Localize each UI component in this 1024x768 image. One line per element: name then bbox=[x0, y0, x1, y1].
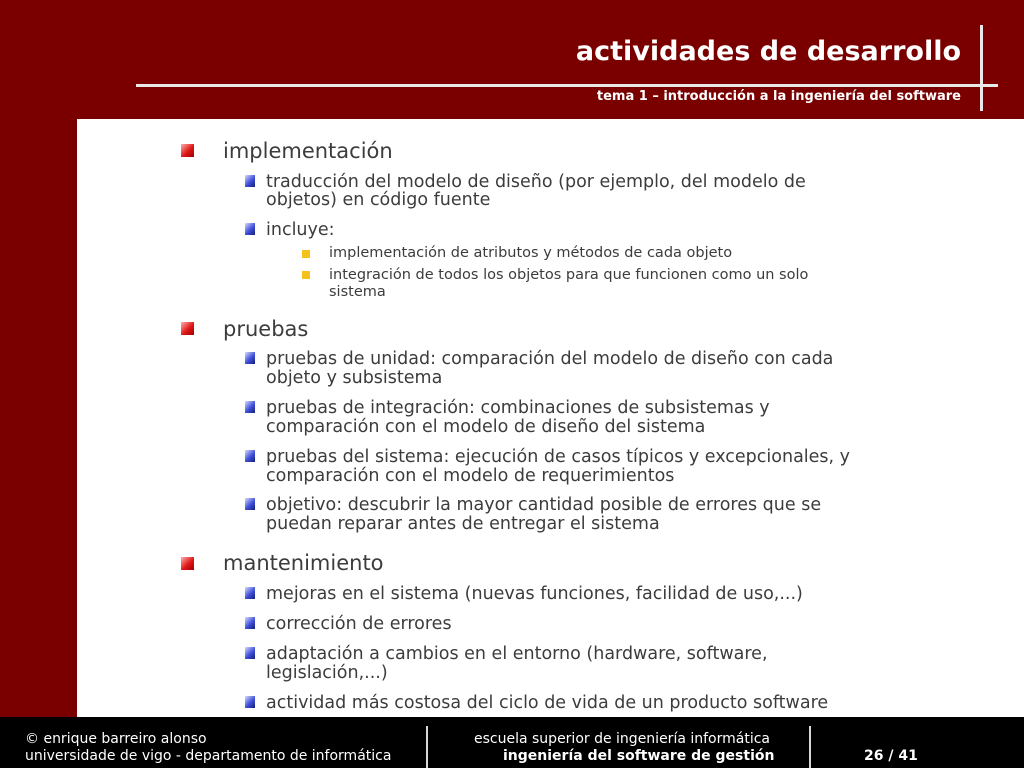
bullet-text: comparación con el modelo de requerimientos bbox=[266, 466, 675, 486]
blue-square-bullet-icon bbox=[245, 498, 255, 510]
section-heading-implementacion: implementación bbox=[223, 139, 393, 163]
blue-square-bullet-icon bbox=[245, 617, 255, 629]
bullet-text: mejoras en el sistema (nuevas funciones, facilidad de uso,...) bbox=[266, 584, 803, 604]
blue-square-bullet-icon bbox=[245, 223, 255, 235]
footer-separator bbox=[426, 726, 428, 768]
bullet-text: puedan reparar antes de entregar el sistema bbox=[266, 514, 660, 534]
page-number: 26 / 41 bbox=[864, 748, 918, 764]
footer-school: escuela superior de ingeniería informática bbox=[474, 731, 770, 747]
footer-department: universidade de vigo - departamento de informática bbox=[25, 748, 392, 764]
red-square-bullet-icon bbox=[181, 322, 194, 335]
title-underline bbox=[136, 84, 998, 87]
footer-course: ingeniería del software de gestión bbox=[503, 748, 775, 764]
red-square-bullet-icon bbox=[181, 557, 194, 570]
blue-square-bullet-icon bbox=[245, 175, 255, 187]
blue-square-bullet-icon bbox=[245, 450, 255, 462]
bullet-text: pruebas de unidad: comparación del modelo de diseño con cada bbox=[266, 349, 834, 369]
blue-square-bullet-icon bbox=[245, 401, 255, 413]
bullet-text: actividad más costosa del ciclo de vida de un producto software bbox=[266, 693, 829, 713]
blue-square-bullet-icon bbox=[245, 352, 255, 364]
bullet-text: incluye: bbox=[266, 220, 335, 240]
yellow-square-bullet-icon bbox=[302, 250, 310, 258]
footer-author: © enrique barreiro alonso bbox=[25, 731, 207, 747]
bullet-text: legislación,...) bbox=[266, 663, 388, 683]
bullet-text: corrección de errores bbox=[266, 614, 452, 634]
bullet-text: comparación con el modelo de diseño del sistema bbox=[266, 417, 706, 437]
bullet-text: adaptación a cambios en el entorno (hardware, software, bbox=[266, 644, 768, 664]
blue-square-bullet-icon bbox=[245, 587, 255, 599]
bullet-text: objetos) en código fuente bbox=[266, 190, 491, 210]
red-square-bullet-icon bbox=[181, 144, 194, 157]
sub-bullet-text: implementación de atributos y métodos de cada objeto bbox=[329, 245, 733, 261]
bullet-text: pruebas de integración: combinaciones de subsistemas y bbox=[266, 398, 770, 418]
section-heading-pruebas: pruebas bbox=[223, 317, 309, 341]
yellow-square-bullet-icon bbox=[302, 271, 310, 279]
slide-subtitle: tema 1 – introducción a la ingeniería del software bbox=[596, 89, 961, 104]
sub-bullet-text: integración de todos los objetos para que funcionen como un solo bbox=[329, 267, 809, 283]
blue-square-bullet-icon bbox=[245, 696, 255, 708]
slide-title: actividades de desarrollo bbox=[575, 36, 961, 67]
title-vertical-rule bbox=[980, 25, 983, 111]
sub-bullet-text: sistema bbox=[329, 284, 386, 300]
section-heading-mantenimiento: mantenimiento bbox=[223, 551, 384, 575]
bullet-text: objeto y subsistema bbox=[266, 368, 443, 388]
blue-square-bullet-icon bbox=[245, 647, 255, 659]
bullet-text: objetivo: descubrir la mayor cantidad posible de errores que se bbox=[266, 495, 822, 515]
bullet-text: traducción del modelo de diseño (por ejemplo, del modelo de bbox=[266, 172, 806, 192]
bullet-text: pruebas del sistema: ejecución de casos típicos y excepcionales, y bbox=[266, 447, 851, 467]
footer-separator bbox=[809, 726, 811, 768]
